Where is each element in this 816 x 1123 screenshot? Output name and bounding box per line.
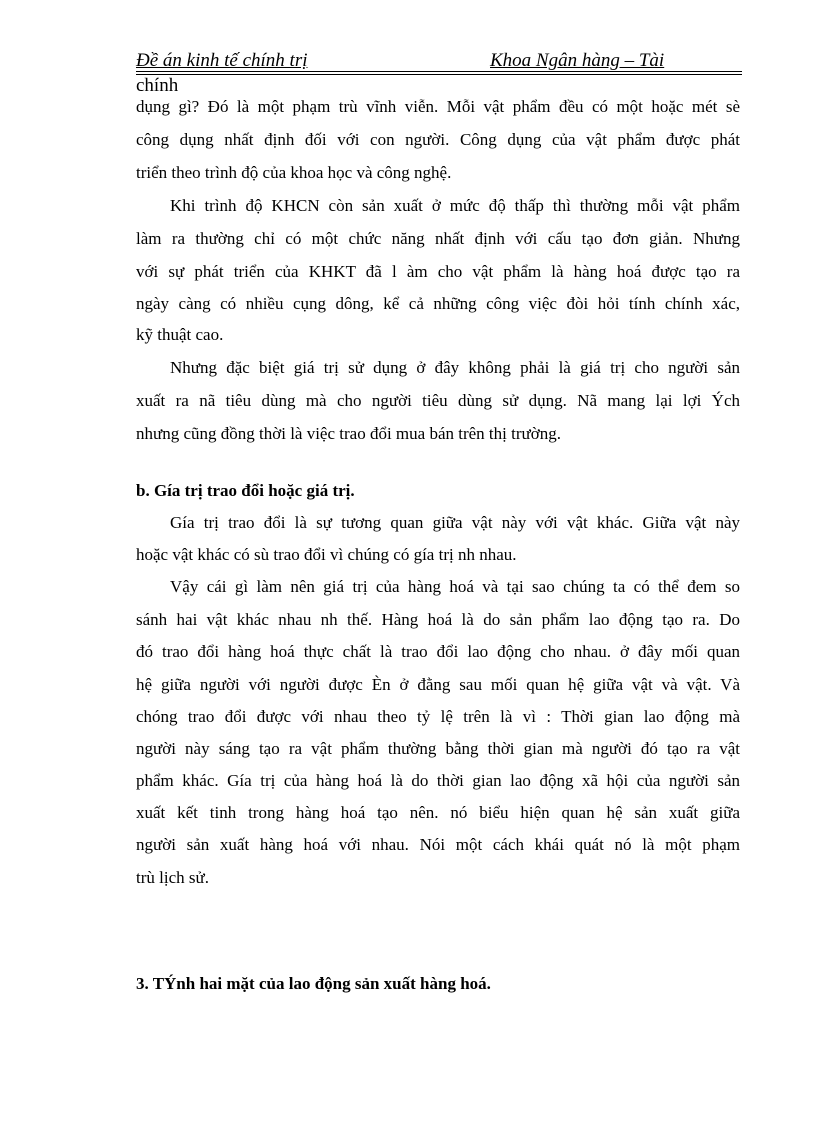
text-line: xuất ra nã tiêu dùng mà cho người tiêu dùng sử dụng. Nã mang lại lợi Ých [136, 391, 740, 410]
text-line: xuất kết tinh trong hàng hoá tạo nên. nó biểu hiện quan hệ sản xuất giữa [136, 803, 740, 822]
text-line: đó trao đổi hàng hoá thực chất là trao đổi lao động cho nhau. ở đây mối quan [136, 642, 740, 661]
text-line: trù lịch sử. [136, 868, 209, 887]
header-rule-second [136, 74, 742, 75]
header-rule [136, 71, 742, 72]
text-line: Khi trình độ KHCN còn sản xuất ở mức độ thấp thì thường mỗi vật phẩm [170, 196, 740, 215]
text-line: với sự phát triển của KHKT đã l àm cho vật phẩm là hàng hoá được tạo ra [136, 262, 740, 281]
text-line: triển theo trình độ của khoa học và công nghệ. [136, 163, 452, 182]
text-line: người sản xuất hàng hoá với nhau. Nói một cách khái quát nó là một phạm [136, 835, 740, 854]
text-line: chóng trao đổi được với nhau theo tỷ lệ trên là vì : Thời gian lao động mà [136, 707, 740, 726]
text-line: phẩm khác. Gía trị của hàng hoá là do thời gian lao động xã hội của người sản [136, 771, 740, 790]
header-title-right: Khoa Ngân hàng – Tài [490, 50, 665, 71]
page-header [136, 50, 742, 72]
text-line: nhưng cũng đồng thời là việc trao đổi mua bán trên thị trường. [136, 424, 561, 443]
text-line: hệ giữa người với người được Èn ở đằng sau mối quan hệ giữa vật và vật. Và [136, 675, 740, 694]
section-heading-3: 3. TÝnh hai mặt của lao động sản xuất hàng hoá. [136, 974, 491, 993]
text-line: kỹ thuật cao. [136, 325, 224, 344]
text-line: sánh hai vật khác nhau nh thế. Hàng hoá là do sản phẩm lao động tạo ra. Do [136, 610, 740, 629]
text-line: Nhưng đặc biệt giá trị sử dụng ở đây không phải là giá trị cho người sản [170, 358, 740, 377]
header-title-left: Đề án kinh tế chính trị [136, 50, 308, 71]
text-line: hoặc vật khác có sù trao đổi vì chúng có gía trị nh nhau. [136, 545, 517, 564]
header-title-wrap: chính [136, 75, 179, 96]
text-line: làm ra thường chỉ có một chức năng nhất định với cấu tạo đơn giản. Nhưng [136, 229, 740, 248]
text-line: ngày càng có nhiều cụng dông, kể cả những công việc đòi hỏi tính chính xác, [136, 294, 740, 313]
text-line: công dụng nhất định đối với con người. Công dụng của vật phẩm được phát [136, 130, 740, 149]
section-heading-b: b. Gía trị trao đổi hoặc giá trị. [136, 481, 355, 500]
text-line: Vậy cái gì làm nên giá trị của hàng hoá và tại sao chúng ta có thể đem so [170, 577, 740, 596]
text-line: dụng gì? Đó là một phạm trù vĩnh viễn. Mỗi vật phẩm đều có một hoặc mét sè [136, 97, 740, 116]
text-line: người này sáng tạo ra vật phẩm thường bằng thời gian mà người đó tạo ra vật [136, 739, 740, 758]
text-line: Gía trị trao đổi là sự tương quan giữa vật này với vật khác. Giữa vật này [170, 513, 740, 532]
